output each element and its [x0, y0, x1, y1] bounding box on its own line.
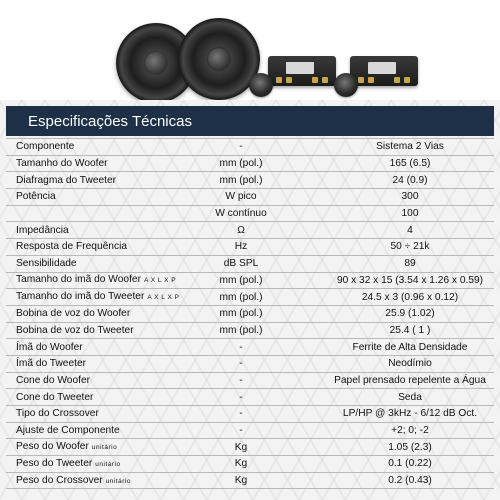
spec-value: Sistema 2 Vias [376, 141, 444, 153]
spec-label-cell [6, 373, 186, 388]
spec-label-cell [6, 139, 186, 154]
spec-label: Tamanho do imã do Woofer [16, 274, 141, 286]
spec-label: Ímã do Tweeter [16, 358, 87, 370]
spec-value: 4 [407, 224, 413, 236]
spec-label: Peso do Woofer [16, 441, 89, 453]
spec-unit: Ω [237, 224, 245, 236]
spec-row [6, 339, 494, 356]
spec-unit: - [239, 358, 243, 370]
spec-value: 0.2 (0.43) [388, 475, 432, 487]
spec-row [6, 439, 494, 456]
spec-label-cell [6, 323, 186, 338]
spec-unit: mm (pol.) [219, 308, 263, 320]
spec-unit: - [239, 141, 243, 153]
spec-row [6, 406, 494, 423]
spec-value: 90 x 32 x 15 (3.54 x 1.26 x 0.59) [336, 274, 484, 286]
spec-unit: - [239, 408, 243, 420]
spec-label: Resposta de Frequência [16, 241, 127, 253]
spec-unit: mm (pol.) [219, 158, 263, 170]
spec-value: 0.1 (0.22) [388, 458, 432, 470]
spec-row [6, 356, 494, 373]
spec-label: Tamanho do imã do Tweeter [16, 291, 145, 303]
spec-label-cell [6, 289, 186, 305]
spec-label-suffix: A X L X P [147, 294, 180, 302]
spec-value: Ferrite de Alta Densidade [352, 341, 468, 353]
spec-value: 300 [401, 191, 419, 203]
spec-label-cell [6, 423, 186, 438]
spec-label-cell [6, 173, 186, 188]
spec-label: Bobina de voz do Woofer [16, 308, 131, 320]
spec-value: 24 (0.9) [392, 174, 428, 186]
spec-value: 165 (6.5) [389, 158, 431, 170]
spec-row [6, 323, 494, 340]
spec-unit: W contínuo [215, 208, 267, 220]
spec-unit: - [239, 425, 243, 437]
spec-label-cell [6, 306, 186, 321]
crossover-unit-left [268, 56, 336, 86]
woofer-speaker-right [178, 18, 260, 100]
spec-label-cell [6, 223, 186, 238]
spec-unit: - [239, 391, 243, 403]
spec-label-suffix: unitário [105, 477, 131, 485]
spec-value: 89 [404, 258, 416, 270]
spec-row [6, 473, 494, 490]
spec-label: Bobina de voz do Tweeter [16, 324, 134, 336]
spec-label: Componente [16, 141, 75, 153]
spec-label-suffix: A X L X P [143, 277, 177, 285]
spec-label-cell [6, 390, 186, 405]
spec-row [6, 273, 494, 290]
spec-label-cell [6, 473, 186, 489]
spec-unit: Kg [234, 458, 248, 470]
tweeter-right [334, 73, 358, 97]
spec-value: 50 ÷ 21k [390, 241, 430, 253]
specifications-table [6, 138, 494, 489]
spec-label-suffix: unitário [95, 460, 121, 468]
spec-row [6, 189, 494, 206]
spec-label-cell [6, 340, 186, 355]
spec-row [6, 156, 494, 173]
spec-unit: - [239, 374, 243, 386]
spec-row [6, 256, 494, 273]
spec-unit: Kg [234, 441, 248, 453]
spec-value: +2; 0; -2 [391, 425, 429, 437]
spec-label-suffix: unitário [91, 444, 118, 452]
spec-row [6, 222, 494, 239]
spec-row [6, 306, 494, 323]
spec-label: Ajuste de Componente [16, 425, 120, 437]
crossover-unit-right [350, 56, 418, 86]
spec-value: 24.5 x 3 (0.96 x 0.12) [361, 291, 459, 303]
spec-value: 1.05 (2.3) [388, 441, 432, 453]
spec-label-cell [6, 439, 186, 455]
spec-unit: mm (pol.) [219, 324, 263, 336]
spec-unit: mm (pol.) [219, 174, 263, 186]
spec-label-cell [6, 356, 186, 371]
spec-label: Cone do Woofer [16, 374, 90, 386]
spec-value: 100 [401, 208, 419, 220]
spec-label-cell [6, 156, 186, 171]
spec-row [6, 206, 494, 223]
spec-label-cell [6, 406, 186, 421]
spec-row [6, 289, 494, 306]
spec-unit: W pico [225, 191, 257, 203]
tweeter-left [249, 73, 273, 97]
spec-unit: - [239, 341, 243, 353]
spec-row [6, 239, 494, 256]
spec-row [6, 138, 494, 156]
spec-label: Tipo do Crossover [16, 408, 99, 420]
spec-value: Papel prensado repelente a Água [334, 374, 486, 386]
spec-label: Sensibilidade [16, 258, 77, 270]
spec-value: Neodímio [388, 358, 432, 370]
spec-value: LP/HP @ 3kHz - 6/12 dB Oct. [342, 408, 478, 420]
spec-label-cell [6, 239, 186, 254]
spec-value: Seda [398, 391, 422, 403]
spec-row [6, 389, 494, 406]
spec-label: Potência [16, 191, 56, 203]
spec-row [6, 423, 494, 440]
spec-unit: Hz [234, 241, 248, 253]
spec-label-cell [6, 456, 186, 472]
spec-label: Cone do Tweeter [16, 391, 94, 403]
product-image [0, 0, 500, 100]
spec-unit: Kg [234, 475, 248, 487]
spec-value: 25.9 (1.02) [385, 308, 435, 320]
specifications-panel [0, 100, 500, 500]
spec-label-cell [6, 189, 186, 204]
spec-row [6, 373, 494, 390]
spec-value: 25.4 ( 1 ) [389, 324, 431, 336]
spec-label: Peso do Tweeter [16, 457, 93, 469]
spec-row [6, 456, 494, 473]
spec-unit: dB SPL [223, 258, 259, 270]
spec-label-cell [6, 272, 186, 288]
spec-label: Tamanho do Woofer [16, 158, 108, 170]
spec-label-cell [6, 256, 186, 271]
specifications-header [6, 106, 494, 136]
spec-label: Diafragma do Tweeter [16, 174, 117, 186]
spec-unit: mm (pol.) [219, 291, 263, 303]
spec-unit: mm (pol.) [219, 274, 263, 286]
spec-label: Impedância [16, 224, 69, 236]
specifications-title: Especificações Técnicas [28, 112, 192, 130]
spec-label: Peso do Crossover [16, 474, 103, 486]
spec-row [6, 172, 494, 189]
spec-label: Ímã do Woofer [16, 341, 83, 353]
